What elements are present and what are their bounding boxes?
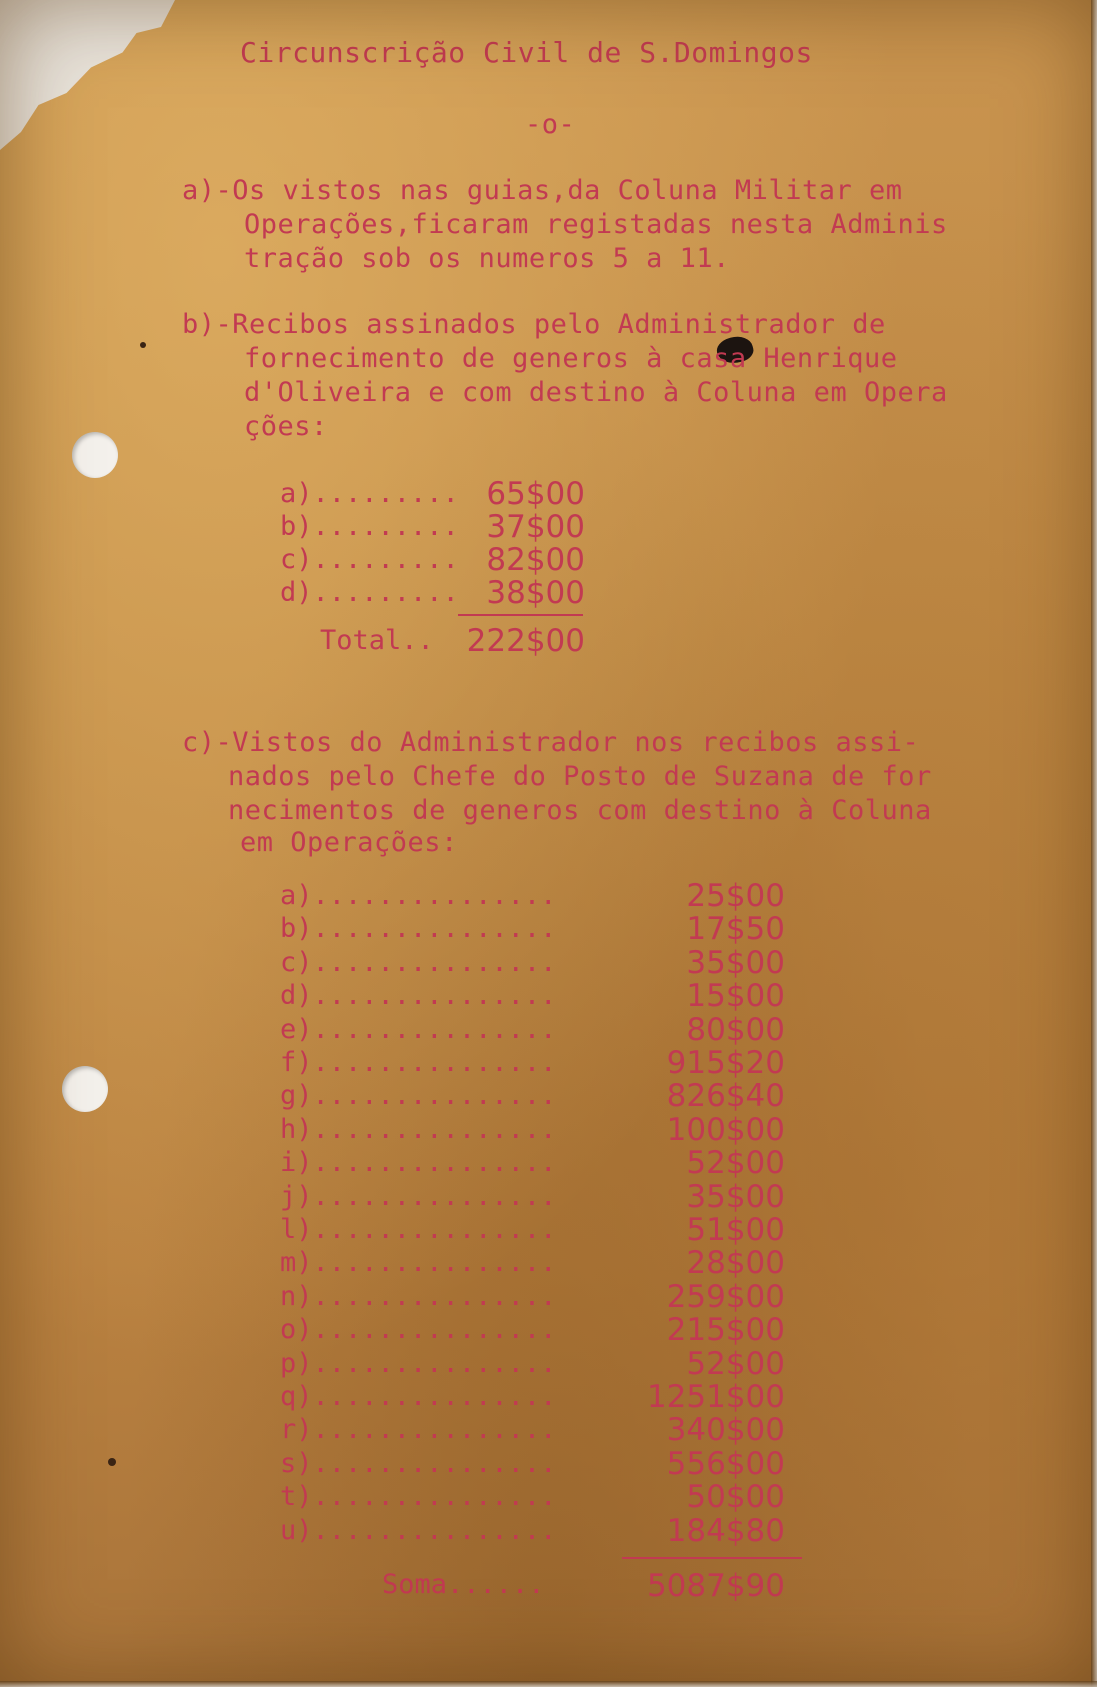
item-amount: 51$00 (686, 1212, 785, 1248)
item-dot-leader: ............... (312, 1247, 557, 1279)
section-c-line-3: necimentos de generos com destino à Coluna (228, 795, 932, 826)
item-amount: 52$00 (686, 1345, 785, 1382)
item-label: g) (280, 1080, 313, 1112)
soma-rule (622, 1557, 802, 1559)
item-label: a) (280, 478, 313, 509)
item-amount: 915$20 (666, 1045, 785, 1081)
item-dot-leader: ............... (312, 1113, 557, 1145)
item-amount: 556$00 (666, 1445, 785, 1482)
item-amount: 65$00 (486, 476, 585, 512)
list-item (280, 913, 556, 945)
list-item (280, 947, 556, 979)
section-b-line-1: b)-Recibos assinados pelo Administrador de (182, 309, 886, 340)
list-item (280, 1247, 556, 1279)
list-item (280, 1281, 556, 1313)
item-label: i) (280, 1147, 313, 1179)
list-item (280, 880, 556, 912)
item-amount: 50$00 (686, 1479, 785, 1516)
page-edge-bottom (0, 1681, 1097, 1687)
ink-dot (140, 342, 146, 348)
item-dot-leader: ......... (312, 577, 459, 608)
list-item (280, 1014, 556, 1046)
section-c-line-1: c)-Vistos do Administrador nos recibos assi- (182, 727, 920, 758)
list-item (280, 980, 556, 1012)
section-c-line-4: em Operações: (240, 827, 458, 858)
list-item (280, 1080, 556, 1112)
separator: -o- (525, 109, 576, 140)
item-label: r) (280, 1414, 313, 1446)
list-item (280, 1381, 556, 1413)
section-a-line-1: a)-Os vistos nas guias,da Coluna Militar em (182, 175, 903, 206)
item-dot-leader: ......... (312, 478, 459, 509)
item-dot-leader: ......... (312, 511, 459, 542)
item-label: h) (280, 1113, 313, 1145)
item-amount: 17$50 (686, 911, 785, 948)
item-amount: 82$00 (486, 542, 585, 578)
document-header: Circunscrição Civil de S.Domingos (240, 36, 813, 69)
item-label: d) (280, 577, 313, 608)
item-dot-leader: ............... (312, 1013, 557, 1045)
list-item (280, 1047, 556, 1079)
item-label: c) (280, 946, 313, 978)
item-label: u) (280, 1514, 313, 1546)
soma-label: Soma...... (382, 1569, 545, 1600)
item-amount: 215$00 (666, 1312, 785, 1349)
punch-hole-bottom (62, 1066, 108, 1112)
item-amount: 184$80 (666, 1512, 785, 1549)
total-b-label: Total.. (320, 625, 434, 656)
list-item (280, 1181, 556, 1213)
list-item (280, 1314, 556, 1346)
list-item (280, 1481, 556, 1513)
item-amount: 35$00 (686, 1178, 785, 1215)
list-item (280, 1414, 556, 1446)
list-item (280, 1214, 556, 1246)
item-dot-leader: ............... (312, 946, 557, 978)
item-label: t) (280, 1481, 313, 1513)
item-dot-leader: ............... (312, 1481, 557, 1513)
item-label: l) (280, 1214, 313, 1245)
item-dot-leader: ............... (312, 1280, 557, 1312)
item-dot-leader: ............... (312, 1147, 557, 1179)
soma-amount: 5087$90 (646, 1568, 785, 1604)
section-b-line-2: fornecimento de generos à casa Henrique (244, 343, 898, 374)
item-label: c) (280, 544, 313, 575)
item-amount: 28$00 (686, 1245, 785, 1282)
list-item (280, 1348, 556, 1380)
item-dot-leader: ............... (312, 1047, 557, 1078)
section-b-line-4: ções: (244, 411, 328, 442)
item-label: a) (280, 880, 313, 911)
item-amount: 25$00 (686, 878, 785, 914)
item-amount: 340$00 (666, 1412, 785, 1449)
item-amount: 52$00 (686, 1145, 785, 1182)
item-label: p) (280, 1347, 313, 1379)
item-amount: 35$00 (686, 944, 785, 981)
item-dot-leader: ............... (312, 1514, 557, 1546)
item-amount: 38$00 (486, 575, 585, 611)
item-dot-leader: ............... (312, 880, 557, 911)
section-c-line-2: nados pelo Chefe do Posto de Suzana de for (228, 761, 932, 792)
total-b-rule (458, 614, 583, 616)
list-item (280, 1147, 556, 1179)
page-edge-right (1091, 0, 1097, 1687)
item-dot-leader: ............... (312, 1414, 557, 1446)
item-dot-leader: ......... (312, 544, 459, 575)
item-dot-leader: ............... (312, 1314, 557, 1346)
ink-dot (108, 1458, 116, 1466)
torn-corner (0, 0, 175, 150)
item-label: n) (280, 1280, 313, 1312)
item-amount: 37$00 (486, 509, 585, 545)
item-amount: 259$00 (666, 1278, 785, 1315)
item-label: d) (280, 980, 313, 1012)
item-label: q) (280, 1381, 313, 1412)
item-dot-leader: ............... (312, 1347, 557, 1379)
item-amount: 1251$00 (646, 1379, 785, 1415)
item-dot-leader: ............... (312, 1080, 557, 1112)
item-label: o) (280, 1314, 313, 1346)
item-dot-leader: ............... (312, 1381, 557, 1412)
item-label: b) (280, 913, 313, 945)
section-a-line-2: Operações,ficaram registadas nesta Adminis (244, 209, 948, 240)
total-b-amount: 222$00 (466, 623, 585, 659)
list-item (280, 1448, 556, 1480)
section-a-line-3: tração sob os numeros 5 a 11. (244, 243, 730, 274)
item-amount: 80$00 (686, 1011, 785, 1048)
item-amount: 15$00 (686, 978, 785, 1015)
item-dot-leader: ............... (312, 980, 557, 1012)
item-label: s) (280, 1447, 313, 1479)
item-amount: 826$40 (666, 1078, 785, 1115)
item-label: e) (280, 1013, 313, 1045)
list-item (280, 1515, 556, 1547)
item-label: f) (280, 1047, 313, 1078)
item-label: b) (280, 511, 313, 542)
item-dot-leader: ............... (312, 1447, 557, 1479)
item-label: j) (280, 1180, 313, 1212)
item-label: m) (280, 1247, 313, 1279)
list-item (280, 1114, 556, 1146)
item-dot-leader: ............... (312, 1214, 557, 1245)
section-b-line-3: d'Oliveira e com destino à Coluna em Opera (244, 377, 948, 408)
item-dot-leader: ............... (312, 1180, 557, 1212)
item-dot-leader: ............... (312, 913, 557, 945)
item-amount: 100$00 (666, 1111, 785, 1148)
punch-hole-top (72, 432, 118, 478)
